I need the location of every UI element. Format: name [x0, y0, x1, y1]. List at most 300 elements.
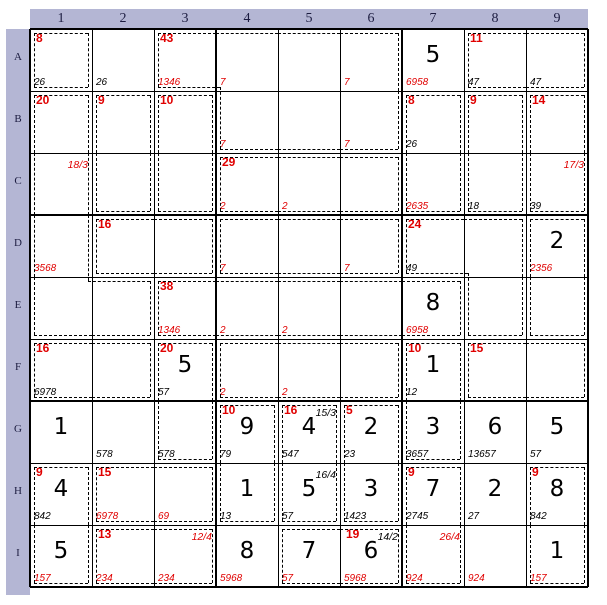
cage-border: [96, 583, 154, 584]
cage-border: [406, 343, 407, 401]
cell-g6[interactable]: [340, 401, 402, 463]
grid-line: [30, 153, 588, 154]
cage-border: [212, 529, 213, 583]
candidate-digits: 2: [282, 325, 288, 336]
column-label-3: 3: [181, 11, 189, 26]
cage-border: [584, 33, 585, 87]
cage-border: [336, 405, 337, 463]
cell-f4[interactable]: [216, 339, 278, 401]
cell-c4[interactable]: [216, 153, 278, 215]
cell-d4[interactable]: [216, 215, 278, 277]
cage-border: [584, 277, 585, 335]
cage-border: [282, 405, 283, 463]
cell-f8[interactable]: [464, 339, 526, 401]
cell-value: 2: [487, 476, 503, 502]
candidate-digits: 18: [468, 201, 480, 212]
cage-border: [220, 87, 221, 149]
cell-e4[interactable]: [216, 277, 278, 339]
cage-border: [468, 397, 526, 398]
cage-border: [340, 583, 398, 584]
cage-border: [96, 211, 150, 212]
row-label-e: E: [14, 299, 22, 311]
cage-border: [34, 525, 35, 583]
cell-i5[interactable]: [278, 525, 340, 587]
cage-border: [96, 95, 150, 96]
cell-d5[interactable]: [278, 215, 340, 277]
cell-a9[interactable]: [526, 29, 588, 91]
cage-border: [460, 281, 461, 335]
cage-border: [96, 219, 154, 220]
row-label-g: G: [14, 423, 22, 435]
cage-border: [220, 149, 278, 150]
cage-border: [220, 273, 278, 274]
candidate-digits: 924: [406, 573, 423, 584]
column-label-2: 2: [119, 11, 127, 26]
cell-a4[interactable]: [216, 29, 278, 91]
candidate-digits: 57: [282, 573, 294, 584]
cell-h7[interactable]: [402, 463, 464, 525]
cell-d1[interactable]: [30, 215, 92, 277]
cage-border: [158, 211, 212, 212]
cage-border: [530, 467, 531, 525]
cage-border: [468, 343, 526, 344]
row-label-d: D: [14, 237, 22, 249]
cell-g4[interactable]: [216, 401, 278, 463]
cell-a8[interactable]: [464, 29, 526, 91]
grid-line: [401, 29, 403, 587]
cage-border: [88, 95, 89, 153]
cage-border: [34, 277, 35, 335]
cage-border: [96, 153, 97, 211]
grid-line: [30, 400, 588, 402]
cell-h4[interactable]: [216, 463, 278, 525]
candidate-digits: 234: [158, 573, 175, 584]
cell-value: 6: [363, 538, 379, 564]
row-label-a: A: [14, 51, 22, 63]
candidate-digits: 7: [344, 77, 350, 88]
candidate-digits: 57: [282, 511, 294, 522]
cell-a2[interactable]: [92, 29, 154, 91]
cage-border: [526, 343, 584, 344]
cage-sum-label: 15: [470, 341, 484, 355]
cage-sum-label: 9: [98, 93, 105, 107]
cell-i7[interactable]: [402, 525, 464, 587]
cell-b3[interactable]: [154, 91, 216, 153]
candidate-digits: 39: [530, 201, 542, 212]
candidate-digits: 79: [220, 449, 232, 460]
cage-border: [530, 95, 531, 153]
cage-border: [278, 335, 340, 336]
candidate-digits: 7: [220, 77, 226, 88]
cell-f6[interactable]: [340, 339, 402, 401]
cell-d7[interactable]: [402, 215, 464, 277]
cage-border: [530, 335, 584, 336]
cell-g2[interactable]: [92, 401, 154, 463]
candidate-digits: 2: [220, 387, 226, 398]
cell-i8[interactable]: [464, 525, 526, 587]
cage-note: 12/4: [191, 531, 212, 543]
cell-value: 5: [549, 414, 565, 440]
candidate-digits: 842: [34, 511, 51, 522]
cage-border: [274, 463, 275, 521]
cage-sum-label: 43: [160, 31, 174, 45]
cell-i4[interactable]: [216, 525, 278, 587]
cage-border: [278, 219, 340, 220]
cage-border: [530, 525, 531, 583]
cage-border: [282, 529, 340, 530]
cell-f2[interactable]: [92, 339, 154, 401]
sudoku-grid: [30, 29, 588, 587]
cage-border: [96, 529, 154, 530]
candidate-digits: 5968: [344, 573, 367, 584]
cage-border: [344, 521, 398, 522]
candidate-digits: 7: [344, 263, 350, 274]
cage-border: [158, 153, 159, 211]
cell-value: 2: [363, 414, 379, 440]
column-label-9: 9: [553, 11, 561, 26]
cage-border: [212, 343, 213, 401]
cell-e5[interactable]: [278, 277, 340, 339]
candidate-digits: 26: [34, 77, 46, 88]
cell-c5[interactable]: [278, 153, 340, 215]
cage-border: [526, 87, 584, 88]
cage-border: [158, 459, 212, 460]
cage-border: [278, 281, 340, 282]
cage-border: [150, 281, 151, 335]
cage-border: [34, 397, 92, 398]
cage-border: [406, 153, 407, 211]
candidate-digits: 47: [530, 77, 542, 88]
candidate-digits: 157: [34, 573, 51, 584]
cell-b6[interactable]: [340, 91, 402, 153]
cage-border: [464, 219, 522, 220]
cage-border: [158, 281, 216, 282]
cage-sum-label: 9: [408, 465, 415, 479]
cell-i9[interactable]: [526, 525, 588, 587]
cage-border: [274, 405, 275, 463]
cell-a5[interactable]: [278, 29, 340, 91]
grid-line: [30, 586, 588, 588]
cage-border: [340, 219, 398, 220]
cage-border: [530, 219, 584, 220]
grid-line: [278, 29, 279, 587]
cell-i3[interactable]: [154, 525, 216, 587]
cell-a1[interactable]: [30, 29, 92, 91]
cell-f9[interactable]: [526, 339, 588, 401]
grid-line: [29, 29, 31, 587]
cell-a6[interactable]: [340, 29, 402, 91]
cell-b8[interactable]: [464, 91, 526, 153]
cell-value: 7: [425, 476, 441, 502]
cell-value: 5: [301, 476, 317, 502]
cage-sum-label: 16: [284, 403, 298, 417]
cell-value: 1: [239, 476, 255, 502]
cage-border: [158, 343, 212, 344]
cage-border: [460, 153, 461, 211]
cell-f1[interactable]: [30, 339, 92, 401]
cage-sum-label: 16: [36, 341, 50, 355]
cell-b4[interactable]: [216, 91, 278, 153]
candidate-digits: 49: [406, 263, 418, 274]
cell-i1[interactable]: [30, 525, 92, 587]
cage-border: [216, 335, 278, 336]
cage-border: [340, 157, 398, 158]
cell-value: 5: [425, 42, 441, 68]
candidate-digits: 6958: [406, 77, 429, 88]
candidate-digits: 12: [406, 387, 418, 398]
grid-line: [30, 91, 588, 92]
cage-sum-label: 24: [408, 217, 422, 231]
cage-border: [88, 33, 89, 87]
cage-border: [34, 343, 35, 397]
cage-sum-label: 13: [98, 527, 112, 541]
cage-border: [150, 95, 151, 153]
cell-c8[interactable]: [464, 153, 526, 215]
cage-border: [406, 343, 460, 344]
candidate-digits: 27: [468, 511, 480, 522]
cage-sum-label: 5: [346, 403, 353, 417]
cell-e9[interactable]: [526, 277, 588, 339]
cell-a7[interactable]: [402, 29, 464, 91]
cell-e2[interactable]: [92, 277, 154, 339]
cage-border: [96, 219, 97, 273]
cage-border: [398, 157, 399, 211]
cell-e3[interactable]: [154, 277, 216, 339]
candidate-digits: 26: [96, 77, 108, 88]
cage-border: [158, 87, 220, 88]
cage-border: [406, 525, 407, 583]
candidate-digits: 1423: [344, 511, 367, 522]
cage-border: [154, 521, 212, 522]
cage-border: [530, 211, 584, 212]
cage-border: [150, 153, 151, 211]
cage-border: [34, 335, 92, 336]
cage-note: 17/3: [563, 159, 584, 171]
cell-b5[interactable]: [278, 91, 340, 153]
cell-f3[interactable]: [154, 339, 216, 401]
cage-sum-label: 9: [470, 93, 477, 107]
cell-d8[interactable]: [464, 215, 526, 277]
cell-b7[interactable]: [402, 91, 464, 153]
candidate-digits: 6978: [34, 387, 57, 398]
cell-e6[interactable]: [340, 277, 402, 339]
cell-value: 5: [177, 352, 193, 378]
cell-c3[interactable]: [154, 153, 216, 215]
cell-i6[interactable]: [340, 525, 402, 587]
cell-g5[interactable]: [278, 401, 340, 463]
cage-border: [468, 95, 522, 96]
cage-border: [158, 33, 216, 34]
cell-h5[interactable]: [278, 463, 340, 525]
cell-c1[interactable]: [30, 153, 92, 215]
cell-value: 4: [53, 476, 69, 502]
cell-h8[interactable]: [464, 463, 526, 525]
cage-border: [154, 273, 212, 274]
cell-b9[interactable]: [526, 91, 588, 153]
candidate-digits: 578: [96, 449, 113, 460]
candidate-digits: 7: [220, 139, 226, 150]
candidate-digits: 6978: [96, 511, 119, 522]
cage-border: [468, 335, 522, 336]
cage-border: [406, 459, 460, 460]
cage-border: [406, 219, 464, 220]
cage-border: [88, 525, 89, 583]
cell-g1[interactable]: [30, 401, 92, 463]
cell-a3[interactable]: [154, 29, 216, 91]
cage-border: [158, 33, 159, 87]
grid-line: [464, 29, 465, 587]
row-label-f: F: [14, 361, 22, 373]
cage-border: [406, 583, 460, 584]
candidate-digits: 2745: [406, 511, 429, 522]
cage-border: [154, 583, 212, 584]
cage-border: [398, 405, 399, 463]
grid-line: [30, 214, 588, 216]
grid-line: [30, 277, 588, 278]
cage-sum-label: 11: [470, 31, 483, 45]
cell-d3[interactable]: [154, 215, 216, 277]
candidate-digits: 2: [220, 201, 226, 212]
cage-border: [220, 211, 278, 212]
cage-border: [282, 405, 336, 406]
cell-g7[interactable]: [402, 401, 464, 463]
candidate-digits: 57: [158, 387, 170, 398]
cell-d2[interactable]: [92, 215, 154, 277]
cell-c2[interactable]: [92, 153, 154, 215]
cage-border: [406, 95, 407, 153]
grid-line: [526, 29, 527, 587]
cell-c9[interactable]: [526, 153, 588, 215]
cage-border: [34, 467, 35, 525]
candidate-digits: 7: [220, 263, 226, 274]
candidate-digits: 13: [220, 511, 232, 522]
cage-border: [340, 529, 398, 530]
cell-h9[interactable]: [526, 463, 588, 525]
candidate-digits: 1346: [158, 77, 181, 88]
cage-border: [92, 335, 150, 336]
cell-e7[interactable]: [402, 277, 464, 339]
cell-e1[interactable]: [30, 277, 92, 339]
cell-d9[interactable]: [526, 215, 588, 277]
cage-border: [336, 463, 337, 521]
cage-border: [278, 273, 340, 274]
cage-border: [406, 467, 407, 525]
cage-border: [158, 95, 159, 153]
cage-border: [158, 281, 159, 335]
cell-g8[interactable]: [464, 401, 526, 463]
column-label-8: 8: [491, 11, 499, 26]
cage-border: [530, 277, 531, 335]
cage-border: [278, 397, 340, 398]
cage-border: [468, 153, 469, 211]
cage-sum-label: 10: [222, 403, 236, 417]
cage-border: [88, 467, 89, 525]
cage-note: 18/3: [67, 159, 88, 171]
cage-border: [398, 343, 399, 397]
cell-h1[interactable]: [30, 463, 92, 525]
cage-border: [96, 467, 154, 468]
cage-border: [530, 467, 584, 468]
cage-border: [34, 583, 88, 584]
cage-border: [88, 153, 89, 215]
cage-border: [460, 401, 461, 459]
cage-border: [340, 273, 398, 274]
cell-d6[interactable]: [340, 215, 402, 277]
cage-border: [278, 33, 340, 34]
cage-border: [530, 95, 584, 96]
cell-value: 3: [363, 476, 379, 502]
row-label-b: B: [14, 113, 22, 125]
cage-sum-label: 29: [222, 155, 236, 169]
cell-c6[interactable]: [340, 153, 402, 215]
cell-g3[interactable]: [154, 401, 216, 463]
cell-value: 4: [301, 414, 317, 440]
cell-e8[interactable]: [464, 277, 526, 339]
cell-g9[interactable]: [526, 401, 588, 463]
candidate-digits: 2: [220, 325, 226, 336]
candidate-digits: 234: [96, 573, 113, 584]
candidate-digits: 924: [468, 573, 485, 584]
cell-h6[interactable]: [340, 463, 402, 525]
cage-border: [212, 153, 213, 211]
candidate-digits: 2356: [530, 263, 553, 274]
column-label-1: 1: [57, 11, 65, 26]
cage-border: [584, 343, 585, 397]
cage-border: [344, 405, 398, 406]
column-label-5: 5: [305, 11, 313, 26]
cell-c7[interactable]: [402, 153, 464, 215]
candidate-digits: 157: [530, 573, 547, 584]
cage-sum-label: 10: [408, 341, 422, 355]
cell-f7[interactable]: [402, 339, 464, 401]
cell-i2[interactable]: [92, 525, 154, 587]
cage-border: [34, 87, 88, 88]
cage-sum-label: 20: [160, 341, 174, 355]
cage-border: [398, 529, 399, 583]
cage-sum-label: 38: [160, 279, 174, 293]
cage-border: [468, 95, 469, 153]
cage-border: [216, 33, 278, 34]
cage-border: [278, 149, 340, 150]
cage-border: [526, 33, 584, 34]
cage-border: [34, 33, 35, 87]
grid-line: [30, 525, 588, 526]
cage-border: [92, 343, 150, 344]
cage-border: [220, 405, 274, 406]
cell-b1[interactable]: [30, 91, 92, 153]
cage-note: 15/3: [315, 407, 336, 419]
cell-b2[interactable]: [92, 91, 154, 153]
cage-border: [88, 215, 89, 281]
cage-border: [158, 401, 159, 459]
cell-value: 3: [425, 414, 441, 440]
row-label-h: H: [14, 485, 22, 497]
cage-border: [402, 335, 460, 336]
candidate-digits: 2635: [406, 201, 429, 212]
cage-border: [468, 87, 526, 88]
cage-border: [344, 405, 345, 463]
cage-sum-label: 16: [98, 217, 112, 231]
cage-border: [220, 405, 221, 463]
cage-border: [282, 463, 283, 521]
cage-border: [278, 343, 340, 344]
cage-sum-label: 20: [36, 93, 50, 107]
cell-value: 6: [487, 414, 503, 440]
cell-h3[interactable]: [154, 463, 216, 525]
cage-border: [522, 153, 523, 211]
cell-f5[interactable]: [278, 339, 340, 401]
cell-h2[interactable]: [92, 463, 154, 525]
